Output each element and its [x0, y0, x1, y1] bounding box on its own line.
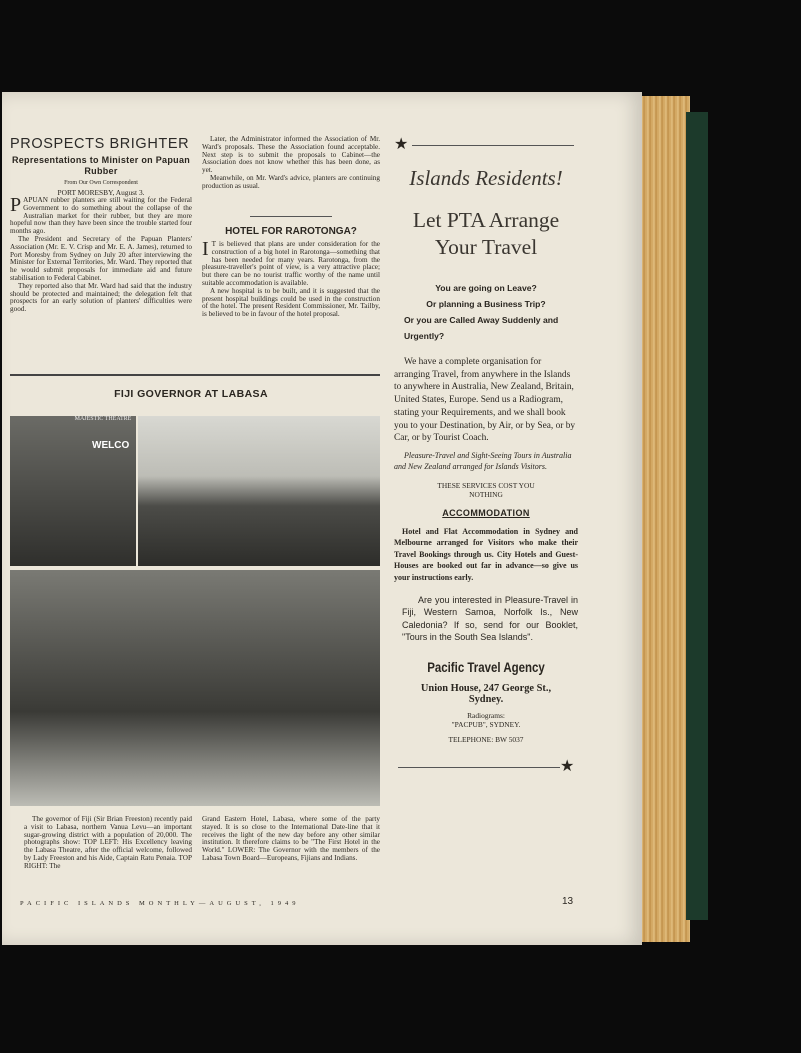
ad-services: THESE SERVICES COST YOU NOTHING [437, 480, 535, 500]
accommodation-body: Hotel and Flat Accommodation in Sydney and Melbourne arranged for Visitors who make their Travel Bookings through us. City Hotels and Guest-Houses are booked out far in advance—so give us your instructions early. [394, 526, 578, 583]
ad-headline-2: Your Travel [434, 235, 538, 259]
rubber-paragraph-1: PAPUAN rubber planters are still waiting for the Federal Government to do something about the collapse of the Australian market for their rubber, but they are more hopeful now than they have been since the trouble started four months ago. [10, 194, 192, 236]
rubber-article-continued [202, 136, 380, 191]
fiji-caption-left: The governor of Fiji (Sir Brian Freeston) recently paid a visit to Labasa, northern Vanua Levu—an important sugar-growing district with a population of 20,000. The photographs show: TOP LEFT: His Excellency leaving the Labasa Theatre, after the official welcome, followed by Lady Freeston and his Aide, Captain Ratu Penaia. TOP RIGHT: The [24, 815, 192, 870]
agency-address-1: Union House, 247 George St., [420, 683, 552, 695]
photo-grand-eastern-hotel [138, 416, 380, 566]
short-divider [250, 216, 332, 217]
rarotonga-paragraph-2: A new hospital is to be built, and it is suggested that the present hospital buildings could be used in the construction of the hotel. The present Resident Commissioner, Mr. Tailby, is believed to be in favour of the hotel proposal. [202, 286, 380, 319]
rubber-article [10, 136, 192, 314]
rubber-headline: PROSPECTS BRIGHTER [10, 136, 190, 152]
accommodation-heading: ACCOMMODATION [442, 507, 530, 518]
theatre-sign: MAJESTIC THEATRE [74, 416, 132, 422]
section-divider [10, 374, 380, 376]
star-icon: ★ [394, 136, 409, 153]
ad-question-2: Or planning a Business Trip? [426, 299, 546, 309]
ad-question-3: Or you are Called Away Suddenly and Urgently? [404, 315, 559, 341]
ad-italic-note: Pleasure-Travel and Sight-Seeing Tours in Australia and New Zealand arranged for Islands Visitors. [394, 450, 572, 471]
running-head: PACIFIC ISLANDS MONTHLY—AUGUST, 1949 [20, 900, 300, 907]
ad-question-1: You are going on Leave? [435, 283, 537, 293]
ad-kicker: Islands Residents! [409, 166, 563, 190]
book-cover [686, 112, 708, 920]
radiograms-value: "PACPUB", SYDNEY. [451, 720, 521, 730]
rarotonga-paragraph-1: I T is believed that plans are under consideration for the construction of a big hotel in Rarotonga—something that has been needed for many years. Rarotonga, from the pleasure-traveller's point of view, is a very attractive place; but there can be no tourist traffic worthy of the name until suitable accommodation is available. [202, 238, 380, 287]
welcome-sign: WELCO [92, 440, 130, 451]
rubber-paragraph-2: The President and Secretary of the Papuan Planters' Association (Mr. E. V. Crisp and Mr. E. A. James), returned to Port Moresby from Sydney on July 20 after interviewing the Minister for External Territories, Mr. Ward. They reported that he would submit proposals for immediate aid and future stabilisation to Federal Cabinet. [10, 234, 192, 282]
fiji-headline: FIJI GOVERNOR AT LABASA [114, 388, 268, 400]
travel-advertisement [394, 136, 578, 776]
star-icon: ★ [560, 758, 575, 776]
ad-headline-1: Let PTA Arrange [412, 208, 560, 232]
rubber-paragraph-5: Meanwhile, on Mr. Ward's advice, planters are continuing production as usual. [202, 173, 380, 190]
rubber-paragraph-4: Later, the Administrator informed the Association of Mr. Ward's proposals. These the Association found acceptable. Next step is to submit the proposals to Cabinet—the Association does not know whether this has been done, as yet. [202, 135, 380, 175]
rarotonga-headline: HOTEL FOR RAROTONGA? [225, 226, 357, 237]
photo-town-board [10, 570, 380, 806]
ad-top-rule [394, 136, 578, 154]
rubber-paragraph-3: They reported also that Mr. Ward had said that the industry should be protected and maintained; the delegation felt that prospects for an early solution of planters' difficulties were good. [10, 281, 192, 314]
agency-name: Pacific Travel Agency [427, 660, 545, 676]
rarotonga-article [202, 226, 380, 319]
agency-address-2: Sydney. [468, 694, 504, 706]
rubber-subhead: Representations to Minister on Papuan Rubber [11, 155, 191, 176]
magazine-page [2, 92, 642, 945]
rubber-byline: From Our Own Correspondent [64, 180, 138, 186]
photo-labasa-theatre [10, 416, 136, 566]
rubber-dateline: PORT MORESBY, August 3. [57, 188, 145, 197]
agency-telephone: TELEPHONE: BW 5037 [448, 735, 524, 745]
rarotonga-drop-cap: I [202, 238, 209, 260]
page-number: 13 [562, 896, 574, 907]
booklet-offer: Are you interested in Pleasure-Travel in Fiji, Western Samoa, Norfolk Is., New Caledonia? If so, send for our Booklet, "Tours in the South Sea Islands". [402, 594, 578, 643]
rubber-drop-cap: P [10, 194, 22, 216]
ad-bottom-rule [394, 758, 578, 776]
ad-body: We have a complete organisation for arranging Travel, from anywhere in the Islands to anywhere in Australia, New Zealand, Britain, United States, Europe. Send us a Radiogram, stating your Requirements, and we shall book you to your Destination, by Air, or by Sea, or by Car, or by Tourist Coach. [394, 357, 576, 444]
ad-questions [394, 280, 578, 344]
radiograms-label: Radiograms: [467, 711, 505, 721]
fiji-caption-right: Grand Eastern Hotel, Labasa, where some of the party stayed. It is so close to the International Date-line that it receives the light of the new day before any other similar institution. It therefore claims to be "The First Hotel in the World." LOWER: The Governor with the members of the Labasa Town Board—Europeans, Fijians and Indians. [202, 815, 380, 862]
